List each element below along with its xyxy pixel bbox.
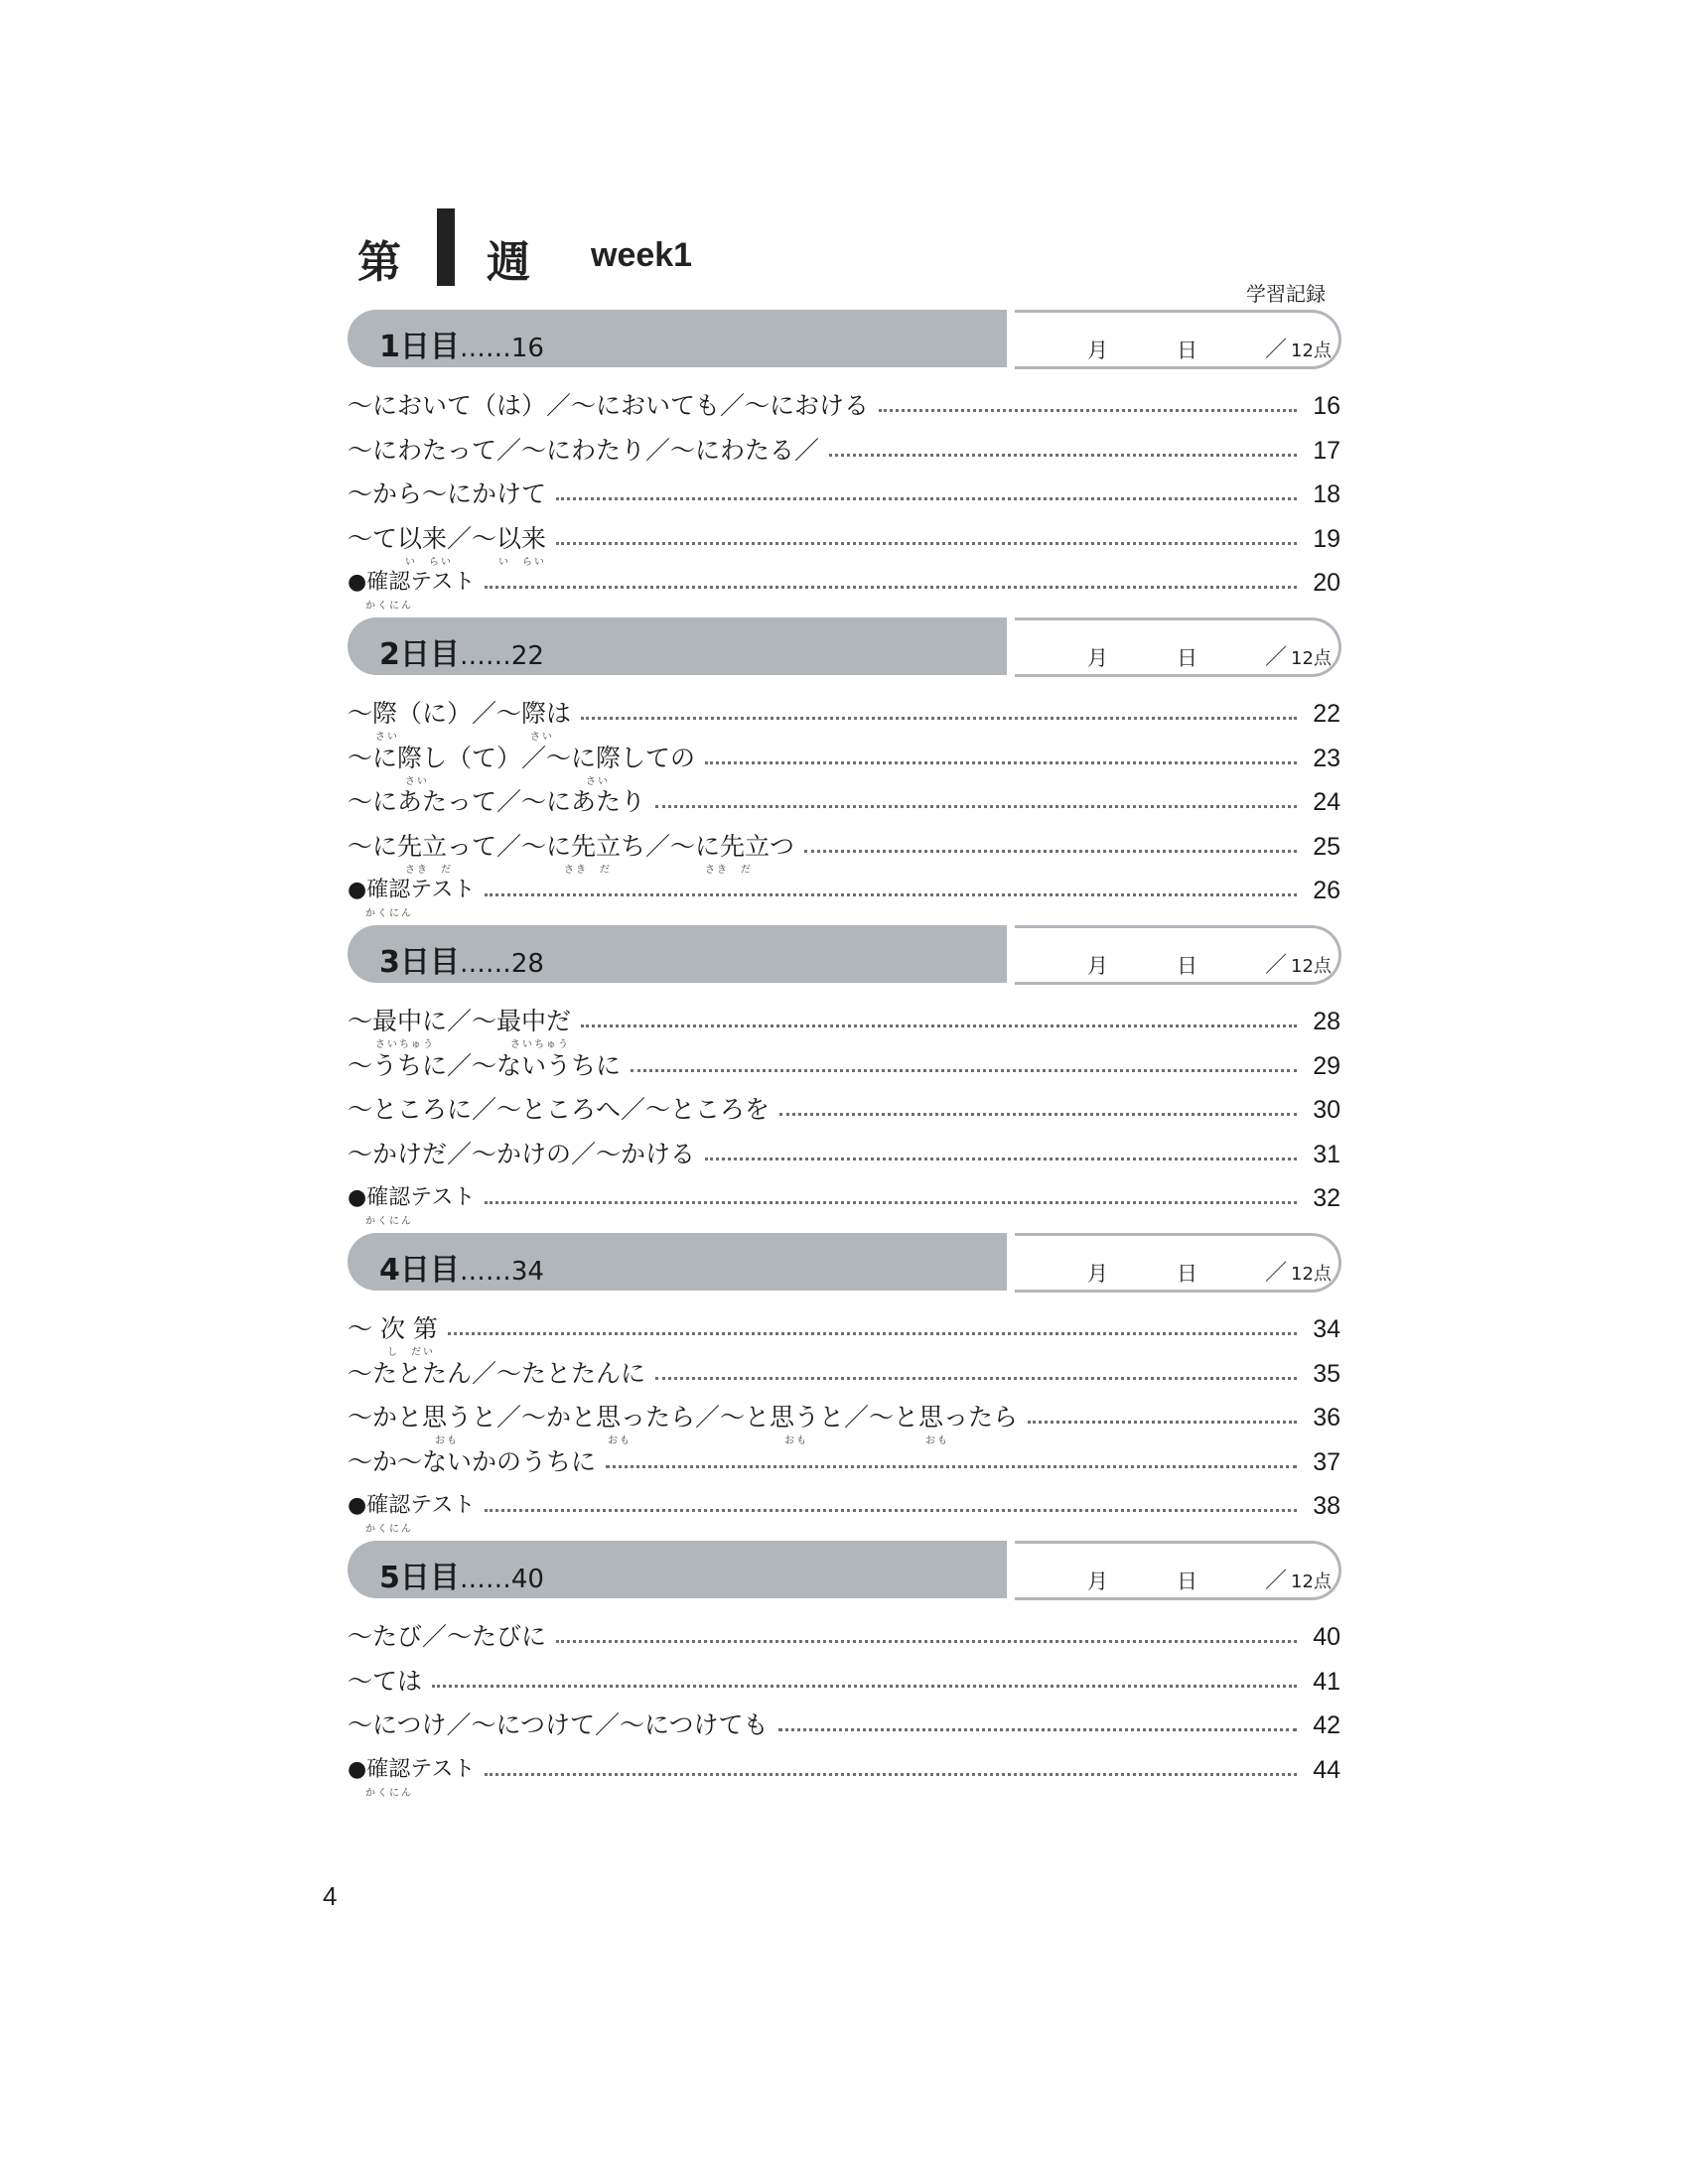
entry-page-number: 37 (1313, 1447, 1340, 1476)
study-record-label: 学習記録 (1246, 282, 1326, 306)
grammar-entry (348, 1051, 1340, 1096)
day-title (379, 322, 544, 365)
study-record-box (1015, 310, 1341, 369)
dot-leader (606, 1447, 1297, 1468)
furigana: さい (586, 775, 610, 787)
day-title-bar (348, 310, 1007, 367)
furigana: かくにん (365, 1787, 413, 1799)
dot-leader (485, 1183, 1297, 1204)
dot-leader (581, 699, 1297, 720)
entry-title: ●確認テスト (348, 1185, 476, 1210)
day-section (348, 1233, 1340, 1536)
record-month-label: 月 (1087, 646, 1108, 670)
record-month-label: 月 (1087, 1570, 1108, 1593)
entry-title: ●確認テスト (348, 1756, 476, 1782)
dot-leader (655, 787, 1297, 808)
day-title-text: 1日目 (379, 330, 460, 364)
entry-title: 〜に際し（て）／〜に際しての (348, 743, 696, 772)
furigana: かくにん (365, 908, 413, 919)
dot-leader (655, 1359, 1297, 1380)
day-header-band (348, 310, 1340, 369)
entry-title: 〜において（は）／〜においても／〜における (348, 391, 870, 420)
day-title (379, 1245, 544, 1289)
entry-title: 〜にあたって／〜にあたり (348, 787, 646, 816)
week-number-bar (437, 208, 455, 286)
entry-title: 〜て以来／〜以来 (348, 523, 547, 553)
entry-title: 〜最中に／〜最中だ (348, 1007, 572, 1035)
grammar-entry (348, 1140, 1340, 1184)
entry-title: ●確認テスト (348, 878, 476, 902)
grammar-entry (348, 524, 1340, 569)
day-title (379, 1553, 544, 1596)
record-month-label: 月 (1087, 954, 1108, 978)
dot-leader (556, 524, 1297, 545)
furigana: さい (530, 732, 554, 743)
furigana: さいちゅう (510, 1039, 570, 1050)
day-title-bar (348, 1233, 1007, 1291)
furigana: さき だ (564, 864, 612, 876)
day-title-bar (348, 617, 1007, 675)
review-test-entry (348, 568, 1340, 613)
dot-leader (485, 1755, 1297, 1776)
record-slash: ／ (1265, 1261, 1288, 1286)
record-score-label: 12点 (1291, 1571, 1332, 1592)
dot-leader (705, 1140, 1297, 1160)
study-record-box (1015, 925, 1341, 985)
entry-page-number: 23 (1313, 744, 1340, 772)
review-test-entry (348, 876, 1340, 920)
entry-title: 〜 次 第 (348, 1314, 438, 1343)
day-title (379, 629, 544, 673)
entry-page-number: 35 (1313, 1359, 1340, 1388)
furigana: い らい (498, 556, 546, 568)
record-slash: ／ (1265, 338, 1288, 362)
furigana: おも (608, 1435, 632, 1446)
record-slash: ／ (1265, 953, 1288, 978)
dot-leader (448, 1314, 1297, 1335)
dot-leader (631, 1051, 1297, 1072)
dot-leader (432, 1667, 1297, 1688)
header-kanji-dai: 第 (357, 237, 401, 288)
entry-title: 〜から〜にかけて (348, 479, 547, 508)
furigana: さい (405, 775, 429, 787)
day-title-bar (348, 925, 1007, 983)
study-record-box (1015, 1233, 1341, 1293)
record-score-label: 12点 (1291, 956, 1332, 977)
furigana: さい (375, 732, 399, 743)
entry-page-number: 19 (1313, 524, 1340, 553)
record-slash: ／ (1265, 645, 1288, 670)
entry-title: 〜たび／〜たびに (348, 1622, 547, 1651)
entry-page-number: 26 (1313, 877, 1340, 904)
entry-page-number: 34 (1313, 1315, 1340, 1343)
grammar-entry (348, 479, 1340, 524)
entry-page-number: 24 (1313, 788, 1340, 816)
day-title-bar (348, 1541, 1007, 1598)
furigana: し だい (387, 1347, 435, 1358)
grammar-entry (348, 744, 1340, 788)
furigana: さいちゅう (375, 1039, 435, 1050)
day-section (348, 617, 1340, 920)
record-day-label: 日 (1177, 954, 1197, 978)
entry-title: 〜ところに／〜ところへ／〜ところを (348, 1095, 771, 1124)
furigana: かくにん (365, 1216, 413, 1227)
day-start-page: ……22 (459, 641, 544, 671)
day-title-text: 2日目 (379, 637, 460, 672)
entry-page-number: 29 (1313, 1051, 1340, 1080)
day-header-band (348, 925, 1340, 985)
entry-page-number: 25 (1313, 832, 1340, 861)
grammar-entry (348, 1095, 1340, 1140)
entry-title: 〜に先立って／〜に先立ち／〜に先立つ (348, 831, 795, 861)
day-title-text: 3日目 (379, 945, 460, 980)
entry-page-number: 22 (1313, 700, 1340, 728)
entry-page-number: 17 (1313, 436, 1340, 465)
day-start-page: ……16 (459, 334, 544, 363)
entry-page-number: 20 (1313, 569, 1340, 597)
review-test-entry (348, 1183, 1340, 1228)
furigana: さき だ (705, 864, 753, 876)
dot-leader (556, 1622, 1297, 1643)
entry-title: 〜にわたって／〜にわたり／〜にわたる／ (348, 435, 820, 465)
record-day-label: 日 (1177, 1262, 1197, 1286)
dot-leader (581, 1007, 1297, 1027)
entry-title: 〜につけ／〜につけて／〜につけても (348, 1710, 769, 1739)
record-day-label: 日 (1177, 646, 1197, 670)
record-day-label: 日 (1177, 1570, 1197, 1593)
dot-leader (879, 391, 1297, 412)
dot-leader (556, 479, 1297, 500)
dot-leader (779, 1095, 1297, 1116)
entry-list (348, 1007, 1340, 1228)
day-section (348, 925, 1340, 1228)
entry-page-number: 40 (1313, 1623, 1340, 1651)
dot-leader (485, 1491, 1297, 1512)
week-label: week1 (591, 236, 693, 274)
grammar-entry (348, 1403, 1340, 1447)
day-header-band (348, 1233, 1340, 1293)
entry-list (348, 699, 1340, 920)
entry-page-number: 41 (1313, 1667, 1340, 1696)
record-score-label: 12点 (1291, 1264, 1332, 1285)
entry-page-number: 44 (1313, 1755, 1340, 1784)
entry-page-number: 16 (1313, 392, 1340, 420)
entry-title: ●確認テスト (348, 570, 476, 595)
furigana: い らい (405, 556, 453, 568)
grammar-entry (348, 1007, 1340, 1051)
record-month-label: 月 (1087, 1262, 1108, 1286)
grammar-entry (348, 699, 1340, 744)
dot-leader (485, 876, 1297, 896)
record-slash: ／ (1265, 1569, 1288, 1593)
day-header-band (348, 1541, 1340, 1600)
record-score-label: 12点 (1291, 341, 1332, 361)
grammar-entry (348, 1447, 1340, 1492)
dot-leader (705, 744, 1297, 764)
entry-page-number: 31 (1313, 1140, 1340, 1168)
entry-title: 〜かけだ／〜かけの／〜かける (348, 1139, 696, 1168)
header-kanji-shuu: 週 (487, 237, 530, 288)
study-record-box (1015, 617, 1341, 677)
grammar-entry (348, 1667, 1340, 1711)
page-header (357, 208, 1350, 288)
furigana: かくにん (365, 601, 413, 612)
day-start-page: ……28 (459, 949, 544, 979)
review-test-entry (348, 1491, 1340, 1536)
entry-page-number: 32 (1313, 1184, 1340, 1212)
dot-leader (778, 1710, 1297, 1731)
grammar-entry (348, 1359, 1340, 1404)
day-section (348, 1541, 1340, 1799)
record-month-label: 月 (1087, 339, 1108, 362)
entry-page-number: 38 (1313, 1492, 1340, 1520)
review-test-entry (348, 1755, 1340, 1800)
day-section (348, 310, 1340, 613)
furigana: おも (925, 1435, 949, 1446)
day-title-text: 5日目 (379, 1561, 460, 1595)
grammar-entry (348, 1314, 1340, 1359)
entry-list (348, 391, 1340, 613)
entry-page-number: 42 (1313, 1711, 1340, 1739)
entry-page-number: 30 (1313, 1096, 1340, 1124)
entry-list (348, 1314, 1340, 1536)
entry-page-number: 28 (1313, 1008, 1340, 1035)
day-header-band (348, 617, 1340, 677)
day-start-page: ……40 (459, 1565, 544, 1594)
dot-leader (485, 568, 1297, 589)
furigana: かくにん (365, 1524, 413, 1535)
furigana: さき だ (405, 864, 453, 876)
entry-title: 〜たとたん／〜たとたんに (348, 1358, 646, 1388)
grammar-entry (348, 391, 1340, 436)
record-score-label: 12点 (1291, 648, 1332, 669)
entry-list (348, 1622, 1340, 1799)
entry-title: 〜うちに／〜ないうちに (348, 1050, 622, 1080)
dot-leader (829, 436, 1297, 457)
study-record-box (1015, 1541, 1341, 1600)
record-day-label: 日 (1177, 339, 1197, 362)
entry-title: 〜かと思うと／〜かと思ったら／〜と思うと／〜と思ったら (348, 1403, 1019, 1432)
entry-title: 〜か〜ないかのうちに (348, 1446, 597, 1476)
entry-title: ●確認テスト (348, 1493, 476, 1518)
day-start-page: ……34 (459, 1257, 544, 1287)
grammar-entry (348, 1622, 1340, 1667)
grammar-entry (348, 1710, 1340, 1755)
day-title-text: 4日目 (379, 1253, 460, 1288)
entry-page-number: 18 (1313, 480, 1340, 508)
furigana: おも (784, 1435, 808, 1446)
dot-leader (1028, 1403, 1297, 1424)
grammar-entry (348, 832, 1340, 877)
page-number: 4 (323, 1881, 338, 1911)
day-title (379, 937, 544, 981)
dot-leader (804, 832, 1297, 853)
entry-page-number: 36 (1313, 1404, 1340, 1432)
grammar-entry (348, 787, 1340, 832)
entry-title: 〜際（に）／〜際は (348, 699, 572, 728)
entry-title: 〜ては (348, 1666, 423, 1696)
furigana: おも (435, 1435, 459, 1446)
grammar-entry (348, 436, 1340, 480)
